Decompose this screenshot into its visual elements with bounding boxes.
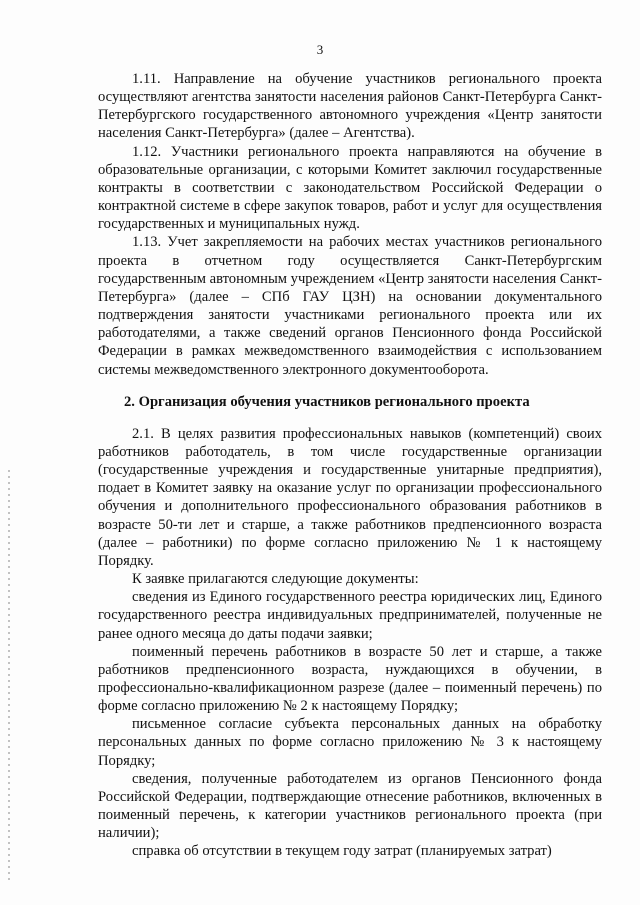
paragraph-no-costs-certificate: справка об отсутствии в текущем году затрат (планируемых затрат) — [132, 843, 552, 860]
paragraph-egrul-info: сведения из Единого государственного реестра юридических лиц, Единого государственного реестра индивидуальных предпринимателей, полученные не ранее одного месяца до даты подачи заявки; — [98, 589, 602, 642]
page-number: 3 — [316, 42, 324, 57]
paragraph-1-13: 1.13. Учет закрепляемости на рабочих местах участников регионального проекта в отчетном году осуществляется Санкт-Петербургским государственным автономным учреждением «Центр занятости населения Санкт-Петербурга» (далее – СПб ГАУ ЦЗН) на основании документального подтверждения занятости участниками регионального проекта или их работодателями, а также сведений органов Пенсионного фонда Российской Федерации в рамках межведомственного взаимодействия с использованием системы межведомственного электронного документооборота. — [98, 234, 602, 378]
paragraph-2-1: 2.1. В целях развития профессиональных навыков (компетенций) своих работников работодатель, в том числе государственные организации (государственные учреждения и государственные унитарные предприятия), подает в Комитет заявку на оказание услуг по организации профессионального обучения и дополнительного профессионального образования работников в возрасте 50-ти лет и старше, а также работников предпенсионного возраста (далее – работники) по форме согласно приложению № 1 к настоящему Порядку. — [98, 425, 602, 569]
paragraph-1-11: 1.11. Направление на обучение участников регионального проекта осуществляют агентства занятости населения районов Санкт-Петербурга Санкт-Петербургского государственного автономного учреждения «Центр занятости населения Санкт-Петербурга» (далее – Агентства). — [98, 71, 602, 142]
section-heading: 2. Организация обучения участников регионального проекта — [124, 393, 530, 410]
document-body — [98, 70, 602, 861]
paragraph-pension-fund-info: сведения, полученные работодателем из органов Пенсионного фонда Российской Федерации, подтверждающие отнесение работников, включенных в поименный перечень, к категории участников регионального проекта (при наличии); — [98, 770, 602, 842]
scan-edge-marks — [8, 470, 10, 880]
paragraph-attachments-intro: К заявке прилагаются следующие документы: — [132, 571, 419, 588]
paragraph-1-12: 1.12. Участники регионального проекта направляются на обучение в образовательные организации, с которыми Комитет заключил государственные контракты в соответствии с законодательством Российской Федерации о контрактной системе в сфере закупок товаров, работ и услуг для осуществления государственных и муниципальных нужд. — [98, 143, 602, 233]
paragraph-consent: письменное согласие субъекта персональных данных на обработку персональных данных по форме согласно приложению № 3 к настоящему Порядку; — [98, 716, 602, 769]
paragraph-named-list: поименный перечень работников в возрасте 50 лет и старше, а также работников предпенсионного возраста, нуждающихся в обучении, в профессионально-квалификационном разрезе (далее – поименный перечень) по форме согласно приложению № 2 к настоящему Порядку; — [98, 643, 602, 715]
